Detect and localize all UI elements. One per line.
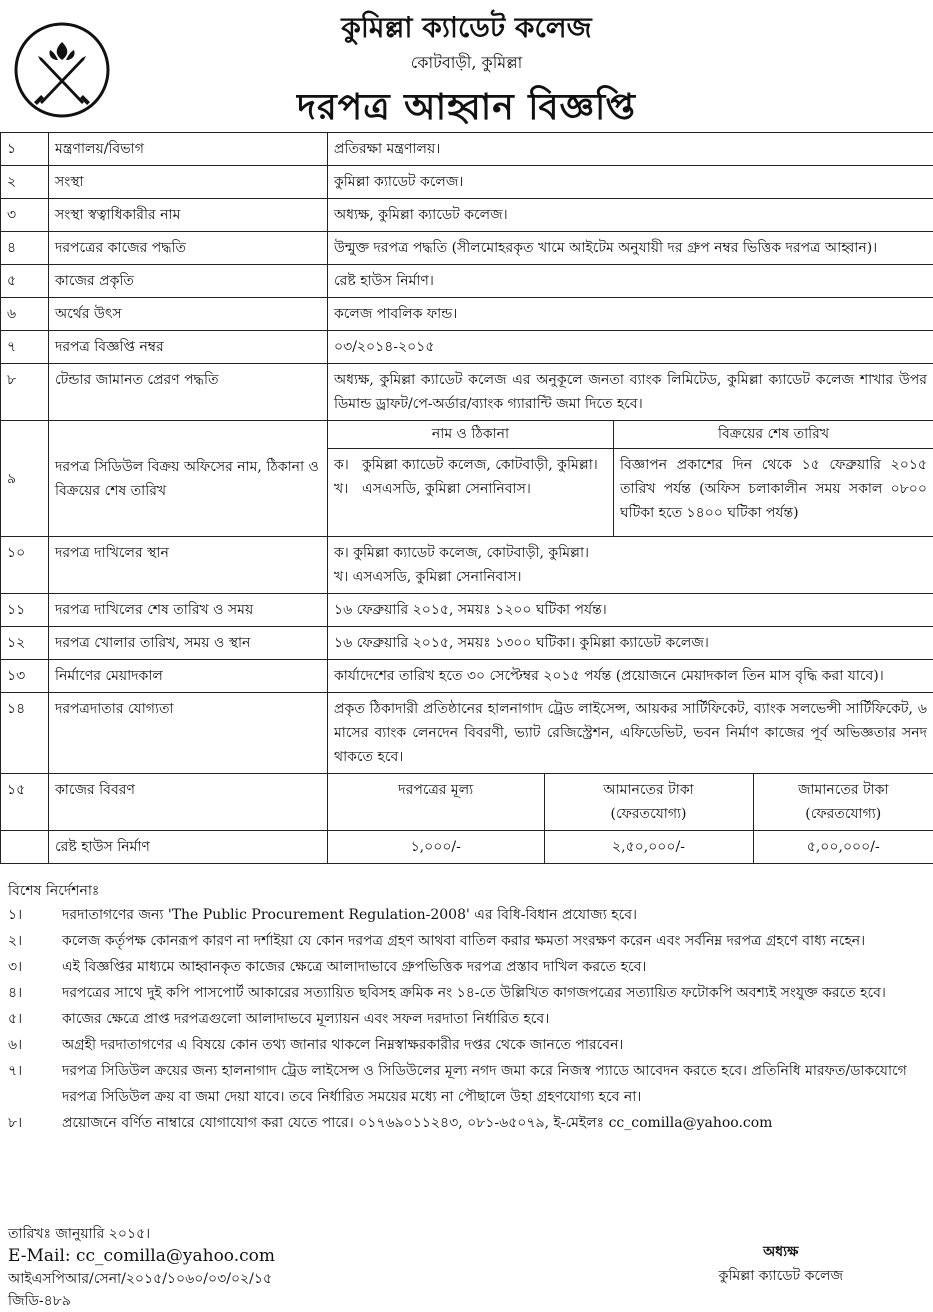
table-row	[1, 166, 933, 199]
table-row	[1, 774, 933, 831]
deposit-value: ২,৫০,০০০/-	[544, 831, 753, 863]
row-value: অধ্যক্ষ, কুমিল্লা ক্যাডেট কলেজ।	[328, 199, 933, 232]
col-header-last-date: বিক্রয়ের শেষ তারিখ	[614, 421, 933, 449]
signature-block	[719, 1240, 843, 1288]
instruction-text: অগ্রহী দরদাতাগণের এ বিষয়ে কোন তথ্য জানার থাকলে নিম্নস্বাক্ষরকারীর দপ্তর থেকে জানতে পারবেন।	[62, 1032, 933, 1058]
instruction-text: দরদাতাগণের জন্য 'The Public Procurement Regulation-2008' এর বিধি-বিধান প্রযোজ্য হবে।	[62, 902, 933, 928]
row-value: রেষ্ট হাউস নির্মাণ।	[328, 265, 933, 298]
row-label: দরপত্রের কাজের পদ্ধতি	[49, 232, 328, 265]
table-row	[1, 421, 933, 449]
security-header-line2: (ফেরতযোগ্য)	[754, 802, 933, 826]
table-row	[1, 594, 933, 627]
college-crest-icon	[12, 20, 112, 120]
sale-last-date: বিজ্ঞাপন প্রকাশের দিন থেকে ১৫ ফেব্রুয়ারি ২০১৫ তারিখ পর্যন্ত (অফিস চলাকালীন সময় সকাল ০৮০০ ঘটিকা হতে ১৪০০ ঘটিকা পর্যন্ত)	[614, 449, 933, 537]
row-number: ৭	[1, 331, 49, 364]
college-name: কুমিল্লা ক্যাডেট কলেজ	[150, 6, 783, 53]
security-value: ৫,০০,০০০/-	[753, 831, 933, 863]
row-number: ১৩	[1, 660, 49, 693]
table-row	[1, 660, 933, 693]
special-instructions	[0, 880, 933, 1136]
row-number: ৮	[1, 364, 49, 421]
row-number: ১৪	[1, 693, 49, 774]
row-label: কাজের প্রকৃতি	[49, 265, 328, 298]
row-value: কুমিল্লা ক্যাডেট কলেজ।	[328, 166, 933, 199]
security-header-line1: জামানতের টাকা	[754, 778, 933, 802]
price-values	[328, 831, 933, 863]
notice-title: দরপত্র আহ্বান বিজ্ঞপ্তি	[150, 80, 783, 140]
row-value: ১৬ ফেব্রুয়ারি ২০১৫, সময়ঃ ১৩০০ ঘটিকা। কুমিল্লা ক্যাডেট কলেজ।	[328, 627, 933, 660]
instruction-item	[0, 1006, 933, 1032]
table-row	[1, 364, 933, 421]
table-row	[1, 199, 933, 232]
price-values-cell	[328, 831, 933, 864]
work-item: রেষ্ট হাউস নির্মাণ	[49, 831, 328, 864]
instructions-list	[0, 902, 933, 1136]
row-label: নির্মাণের মেয়াদকাল	[49, 660, 328, 693]
row-value: কলেজ পাবলিক ফান্ড।	[328, 298, 933, 331]
row-label: দরপত্র সিডিউল বিক্রয় অফিসের নাম, ঠিকানা ও বিক্রয়ের শেষ তারিখ	[49, 421, 328, 537]
col-header-name-address: নাম ও ঠিকানা	[328, 421, 614, 449]
row-value	[328, 537, 933, 594]
sale-offices	[328, 449, 614, 537]
notice-date: তারিখঃ জানুয়ারি ২০১৫।	[8, 1223, 150, 1245]
table-row	[1, 331, 933, 364]
row-number: ৯	[1, 421, 49, 537]
price-header-cell	[328, 774, 933, 831]
instruction-item	[0, 902, 933, 928]
row-value: উন্মুক্ত দরপত্র পদ্ধতি (সীলমোহরকৃত খামে আইটেম অনুযায়ী দর গ্রুপ নম্বর ভিত্তিক দরপত্র আহ্বান)।	[328, 232, 933, 265]
table-row	[1, 627, 933, 660]
row-label: দরপত্র দাখিলের স্থান	[49, 537, 328, 594]
instruction-item	[0, 1032, 933, 1058]
instruction-number: ৫।	[0, 1006, 62, 1032]
instruction-text: প্রয়োজনে বর্ণিত নাম্বারে যোগাযোগ করা যেতে পারে। ০১৭৬৯০১১২৪৩, ০৮১-৬৫০৭৯, ই-মেইলঃ cc_comilla@yahoo.com	[62, 1110, 933, 1136]
security-header	[753, 774, 933, 830]
row-label: দরপত্রদাতার যোগ্যতা	[49, 693, 328, 774]
row-label: সংস্থা	[49, 166, 328, 199]
row-number-empty	[1, 831, 49, 864]
row-label: সংস্থা স্বত্বাধিকারীর নাম	[49, 199, 328, 232]
row-number: ৩	[1, 199, 49, 232]
addr-prefix: খ।	[334, 477, 362, 501]
row-number: ৫	[1, 265, 49, 298]
instruction-number: ১।	[0, 902, 62, 928]
row-label: দরপত্র বিজ্ঞপ্তি নম্বর	[49, 331, 328, 364]
addr-prefix: ক।	[334, 453, 362, 477]
row-value: প্রতিরক্ষা মন্ত্রণালয়।	[328, 133, 933, 166]
instruction-text: এই বিজ্ঞপ্তির মাধ্যমে আহ্বানকৃত কাজের ক্ষেত্রে আলাদাভাবে গ্রুপভিত্তিক দরপত্র প্রস্তাব দাখিল করতে হবে।	[62, 954, 933, 980]
college-address: কোটবাড়ী, কুমিল্লা	[150, 50, 783, 77]
row-number: ১০	[1, 537, 49, 594]
row-label: দরপত্র খোলার তারিখ, সময় ও স্থান	[49, 627, 328, 660]
instruction-text: দরপত্রের সাথে দুই কপি পাসপোর্ট আকারের সত্যায়িত ছবিসহ ক্রমিক নং ১৪-তে উল্লিখিত কাগজপত্রের সত্যায়িত ফটোকপি অবশ্যই সংযুক্ত করতে হবে।	[62, 980, 933, 1006]
instruction-text: কলেজ কর্তৃপক্ষ কোনরূপ কারণ না দর্শাইয়া যে কোন দরপত্র গ্রহণ আথবা বাতিল করার ক্ষমতা সংরক্ষণ করেন এবং সর্বনিম্ন দরপত্র গ্রহণে বাধ্য নহেন।	[62, 928, 933, 954]
instruction-item	[0, 980, 933, 1006]
instruction-text: কাজের ক্ষেত্রে প্রাপ্ত দরপত্রগুলো আলাদাভবে মূল্যায়ন এবং সফল দরদাতা নির্ধারিত হবে।	[62, 1006, 933, 1032]
row-label: টেন্ডার জামানত প্রেরণ পদ্ধতি	[49, 364, 328, 421]
deposit-header	[544, 774, 753, 830]
notice-header	[0, 0, 933, 132]
sale-office-2: এসএসডি, কুমিল্লা সেনানিবাস।	[362, 477, 531, 501]
signatory-org: কুমিল্লা ক্যাডেট কলেজ	[719, 1264, 843, 1288]
instruction-item	[0, 928, 933, 954]
table-row	[1, 537, 933, 594]
row-number: ৬	[1, 298, 49, 331]
tender-price-value: ১,০০০/-	[328, 831, 544, 863]
table-row	[1, 693, 933, 774]
row-value: প্রকৃত ঠিকাদারী প্রতিষ্ঠানের হালনাগাদ ট্রেড লাইসেন্স, আয়কর সার্টিফিকেট, ব্যাংক সলভেন্সী সার্টিফিকেট, ৬ মাসের ব্যাংক লেনদেন বিবরণী, ভ্যাট রেজিস্ট্রেশন, এফিডেভিট, ভবন নির্মাণ কাজের পূর্ব অভিজ্ঞতার সনদ থাকতে হবে।	[328, 693, 933, 774]
submit-place-2: খ। এসএসডি, কুমিল্লা সেনানিবাস।	[334, 565, 927, 589]
row-number: ১	[1, 133, 49, 166]
sale-office-1: কুমিল্লা ক্যাডেট কলেজ, কোটবাড়ী, কুমিল্লা।	[362, 453, 598, 477]
contact-email: E-Mail: cc_comilla@yahoo.com	[8, 1245, 275, 1267]
tender-price-header: দরপত্রের মূল্য	[328, 774, 544, 830]
table-row	[1, 133, 933, 166]
row-number: ৪	[1, 232, 49, 265]
instruction-number: ৬।	[0, 1032, 62, 1058]
instruction-number: ২।	[0, 928, 62, 954]
deposit-header-line1: আমানতের টাকা	[545, 778, 753, 802]
row-number: ২	[1, 166, 49, 199]
row-label: মন্ত্রণালয়/বিভাগ	[49, 133, 328, 166]
instruction-item	[0, 1110, 933, 1136]
ispr-reference: আইএসপিআর/সেনা/২০১৫/১০৬০/০৩/০২/১৫	[8, 1268, 272, 1290]
instruction-number: ৩।	[0, 954, 62, 980]
signatory-title: অধ্যক্ষ	[719, 1240, 843, 1264]
instruction-item	[0, 1058, 933, 1110]
tender-info-table	[0, 132, 933, 864]
row-number: ১৫	[1, 774, 49, 831]
row-value: অধ্যক্ষ, কুমিল্লা ক্যাডেট কলেজ এর অনুকূলে জনতা ব্যাংক লিমিটেড, কুমিল্লা ক্যাডেট কলেজ শাখার উপর ডিমান্ড ড্রাফট/পে-অর্ডার/ব্যাংক গ্যারান্টি জমা দিতে হবে।	[328, 364, 933, 421]
instruction-item	[0, 954, 933, 980]
instruction-number: ৭।	[0, 1058, 62, 1110]
row-value: ০৩/২০১৪-২০১৫	[328, 331, 933, 364]
row-number: ১২	[1, 627, 49, 660]
instruction-number: ৪।	[0, 980, 62, 1006]
row-value: ১৬ ফেব্রুয়ারি ২০১৫, সময়ঃ ১২০০ ঘটিকা পর্যন্ত।	[328, 594, 933, 627]
row-value: কার্যাদেশের তারিখ হতে ৩০ সেপ্টেম্বর ২০১৫ পর্যন্ত (প্রয়োজনে মেয়াদকাল তিন মাস বৃদ্ধি করা যাবে)।	[328, 660, 933, 693]
deposit-header-line2: (ফেরতযোগ্য)	[545, 802, 753, 826]
row-number: ১১	[1, 594, 49, 627]
row-label: অর্থের উৎস	[49, 298, 328, 331]
instruction-number: ৮।	[0, 1110, 62, 1136]
gd-number: জিডি-৪৮৯	[8, 1290, 71, 1312]
submit-place-1: ক। কুমিল্লা ক্যাডেট কলেজ, কোটবাড়ী, কুমিল্লা।	[334, 541, 927, 565]
table-row	[1, 265, 933, 298]
row-label: দরপত্র দাখিলের শেষ তারিখ ও সময়	[49, 594, 328, 627]
instructions-title: বিশেষ নির্দেশনাঃ	[0, 880, 933, 902]
price-header	[328, 774, 933, 830]
row-label: কাজের বিবরণ	[49, 774, 328, 831]
table-row	[1, 831, 933, 864]
table-row	[1, 232, 933, 265]
instruction-text: দরপত্র সিডিউল ক্রয়ের জন্য হালনাগাদ ট্রেড লাইসেন্স ও সিডিউলের মূল্য নগদ জমা করে নিজস্ব প্যাডে আবেদন করতে হবে। প্রতিনিধি মারফত/ডাকযোগে দরপত্র সিডিউল ক্রয় বা জমা দেয়া যাবে। তবে নির্ধারিত সময়ের মধ্যে না পৌছালে উহা গ্রহণযোগ্য হবে না।	[62, 1058, 933, 1110]
table-row	[1, 298, 933, 331]
